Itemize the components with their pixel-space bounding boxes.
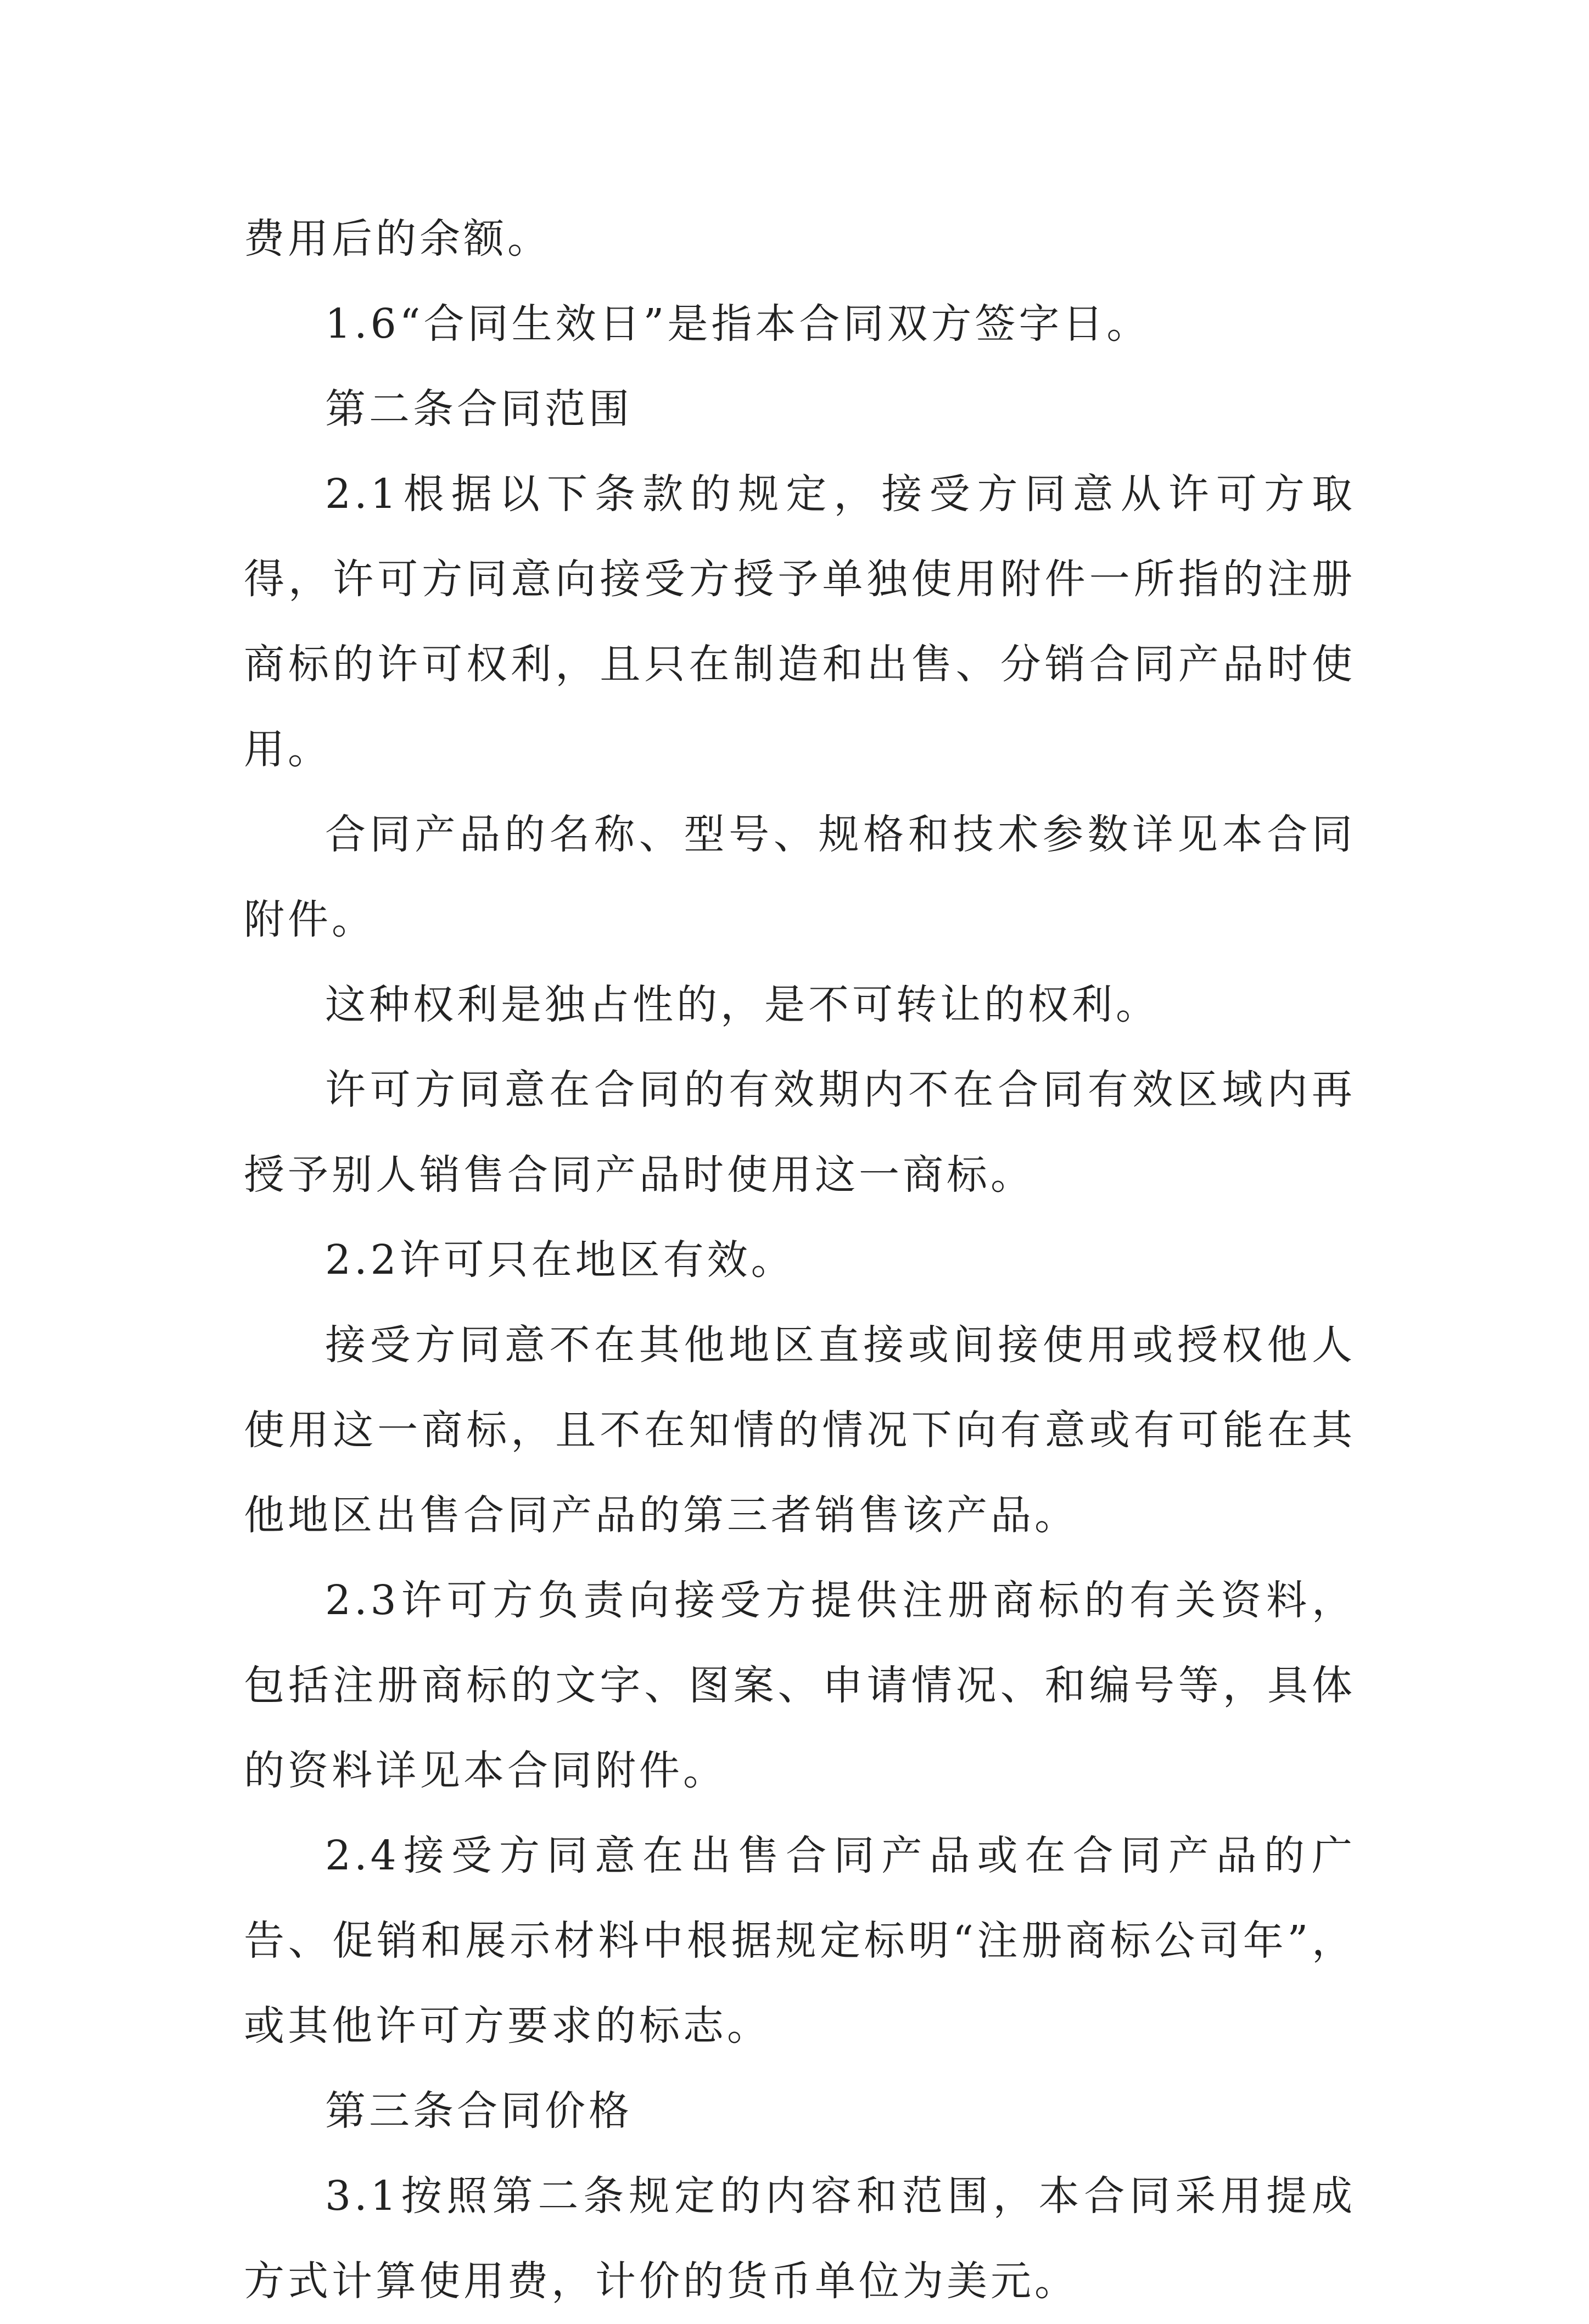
document-body: [244, 197, 1356, 2324]
paragraph-product-details: 合同产品的名称、型号、规格和技术参数详见本合同附件。: [244, 811, 1356, 943]
paragraph-region-restriction: 接受方同意不在其他地区直接或间接使用或授权他人使用这一商标，且不在知情的情况下向有意或有可能在其他地区出售合同产品的第三者销售该产品。: [244, 1321, 1356, 1539]
paragraph-2-4: 2.4接受方同意在出售合同产品或在合同产品的广告、促销和展示材料中根据规定标明“注册商标公司年”，或其他许可方要求的标志。: [244, 1832, 1356, 2049]
paragraph-balance: 费用后的余额。: [244, 215, 551, 262]
paragraph-licensor-agreement: 许可方同意在合同的有效期内不在合同有效区域内再授予别人销售合同产品时使用这一商标。: [244, 1066, 1356, 1199]
heading-article-2: 第二条合同范围: [325, 385, 633, 433]
paragraph-2-3: 2.3许可方负责向接受方提供注册商标的有关资料，包括注册商标的文字、图案、申请情况、和编号等，具体的资料详见本合同附件。: [244, 1577, 1356, 1794]
paragraph-3-1: 3.1按照第二条规定的内容和范围，本合同采用提成方式计算使用费，计价的货币单位为美元。: [244, 2172, 1356, 2305]
heading-article-3: 第三条合同价格: [325, 2087, 633, 2135]
paragraph-2-2: 2.2许可只在地区有效。: [325, 1236, 795, 1284]
paragraph-effective-date: 1.6“合同生效日”是指本合同双方签字日。: [325, 300, 1151, 348]
paragraph-exclusive-right: 这种权利是独占性的，是不可转让的权利。: [325, 981, 1160, 1028]
paragraph-2-1: 2.1根据以下条款的规定，接受方同意从许可方取得，许可方同意向接受方授予单独使用附件一所指的注册商标的许可权利，且只在制造和出售、分销合同产品时使用。: [244, 471, 1356, 773]
